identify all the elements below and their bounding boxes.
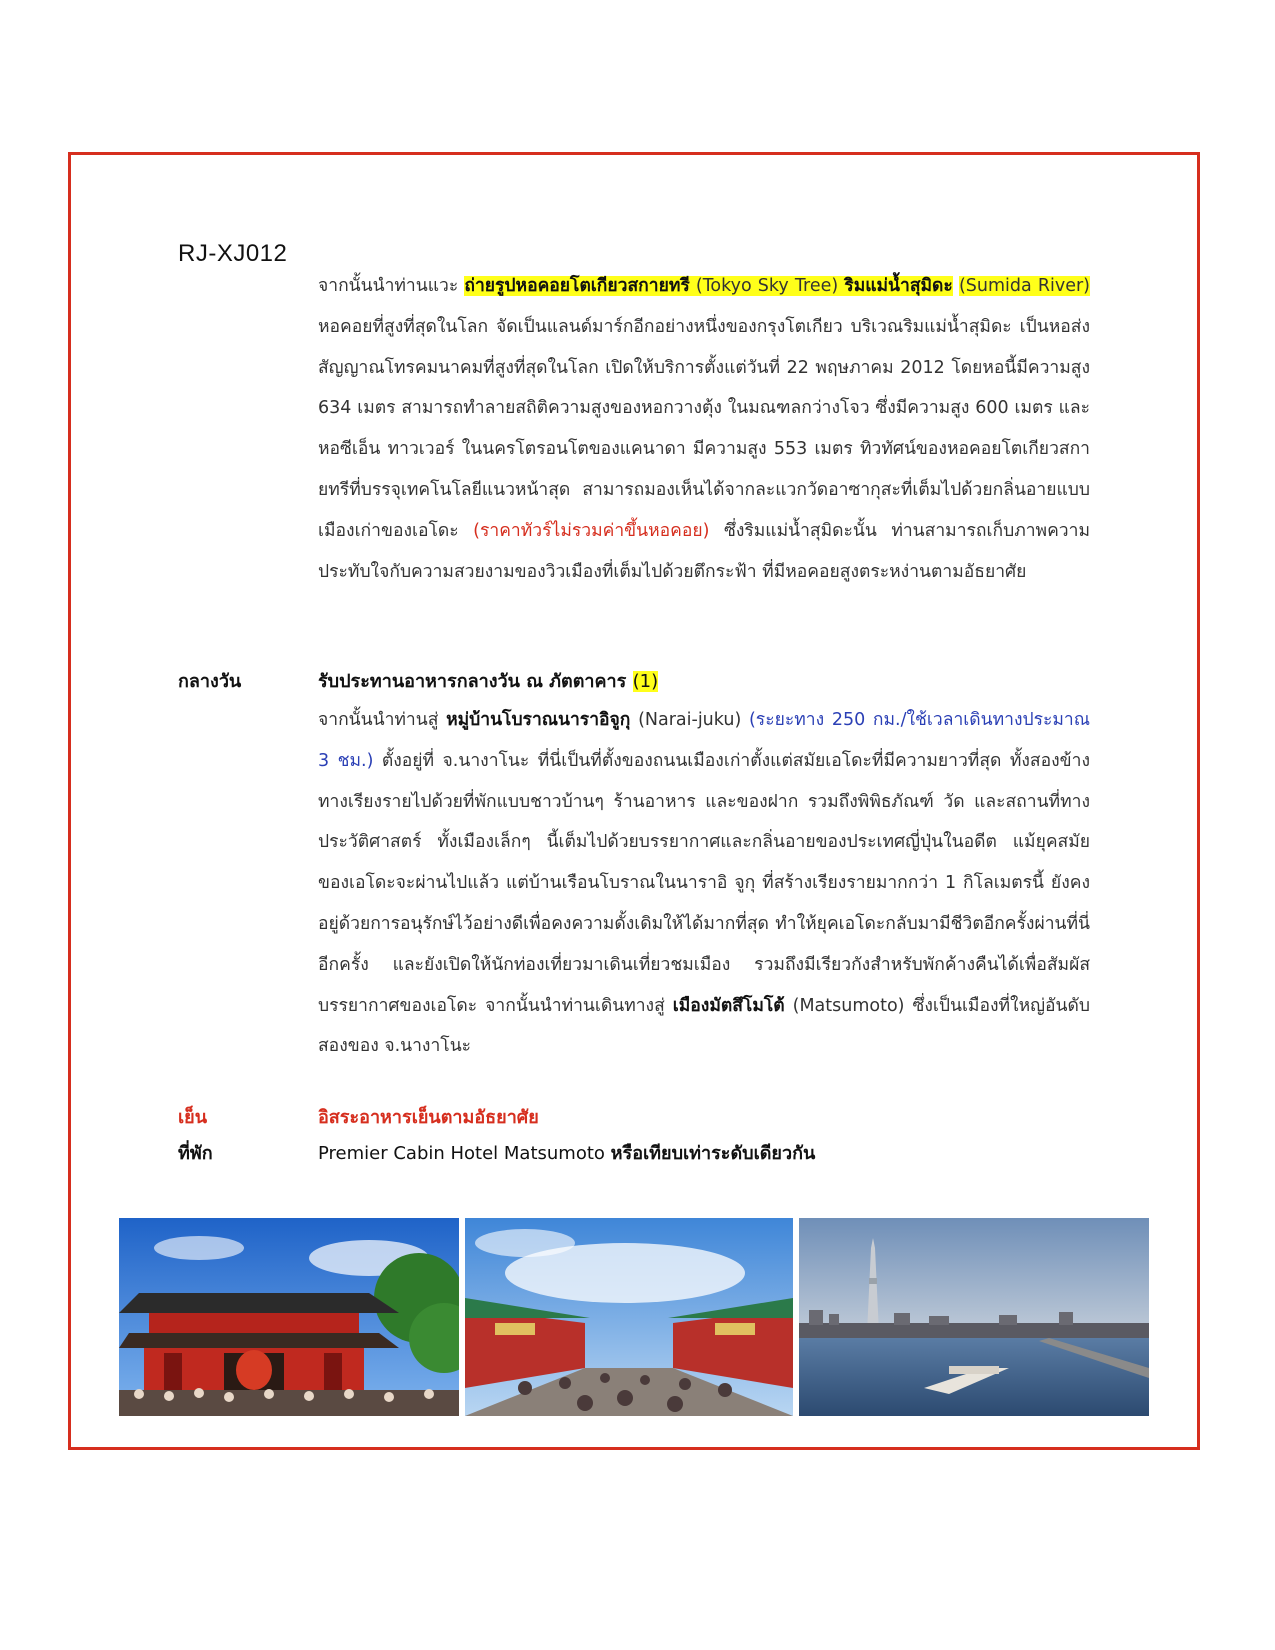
lunch-text: รับประทานอาหารกลางวัน ณ ภัตตาคาร [318, 671, 633, 692]
para1-intro: จากนั้นนำท่านแวะ [318, 276, 465, 296]
meal-badge: (1) [632, 671, 659, 692]
sky-tree-paragraph [318, 266, 1090, 592]
lunch-label: กลางวัน [178, 671, 242, 692]
nakamise-street-photo [465, 1218, 793, 1416]
lunch-line [318, 666, 658, 695]
photo-strip [119, 1218, 1149, 1416]
narai-en: (Narai-juku) [630, 710, 749, 730]
sky-tree-highlight [464, 276, 952, 296]
kaminarimon-gate-photo [119, 1218, 459, 1416]
sky-tree-title-th: ถ่ายรูปหอคอยโตเกียวสกายทรี [464, 276, 690, 296]
dinner-text: อิสระอาหารเย็นตามอัธยาศัย [318, 1107, 539, 1128]
sumida-river-th: ริมแม่น้ำสุมิดะ [844, 276, 953, 296]
sky-tree-river-photo [799, 1218, 1149, 1416]
hotel-label: ที่พัก [178, 1143, 213, 1164]
para1-body: หอคอยที่สูงที่สุดในโลก จัดเป็นแลนด์มาร์กอีกอย่างหนึ่งของกรุงโตเกียว บริเวณริมแม่น้ำสุมิดะ เป็นหอส่งสัญญาณโทรคมนาคมที่สูงที่สุดในโลก เปิดให้บริการตั้งแต่วันที่ 22 พฤษภาคม 2012 โดยหอนี้มีความสูง 634 เมตร สามารถทำลายสถิติความสูงของหอกวางตุ้ง ในมณฑลกว่างโจว ซึ่งมีความสูง 600 เมตร และหอซีเอ็น ทาวเวอร์ ในนครโตรอนโตของแคนาดา มีความสูง 553 เมตร ทิวทัศน์ของหอคอยโตเกียวสกายทรีที่บรรจุเทคโนโลยีแนวหน้าสุด สามารถมองเห็นได้จากละแวกวัดอาซากุสะที่เต็มไปด้วยกลิ่นอายแบบเมืองเก่าของเอโดะ [318, 316, 1090, 541]
travel-distance-note: (ระยะทาง 250 กม./ใช้เวลาเดินทางประมาณ 3 ชม.) [318, 710, 1090, 771]
hotel-name: Premier Cabin Hotel Matsumoto [318, 1143, 611, 1164]
narai-paragraph [318, 700, 1090, 1067]
matsumoto-title: เมืองมัตสึโมโต้ [672, 995, 785, 1016]
hotel-line [318, 1138, 815, 1167]
tour-code: RJ-XJ012 [178, 240, 288, 267]
para2-body: ตั้งอยู่ที่ จ.นางาโนะ ที่นี่เป็นที่ตั้งของถนนเมืองเก่าตั้งแต่สมัยเอโดะที่มีความยาวที่สุด ทั้งสองข้างทางเรียงรายไปด้วยที่พักแบบชาวบ้านๆ ร้านอาหาร และของฝาก รวมถึงพิพิธภัณฑ์ วัด และสถานที่ทางประวัติศาสตร์ ทั้งเมืองเล็กๆ นี้เต็มไปด้วยบรรยากาศและกลิ่นอายของประเทศญี่ปุ่นในอดีต แม้ยุคสมัยของเอโดะจะผ่านไปแล้ว แต่บ้านเรือนโบราณในนาราอิ จูกุ ที่สร้างเรียงรายมากกว่า 1 กิโลเมตรนี้ ยังคงอยู่ด้วยการอนุรักษ์ไว้อย่างดีเพื่อคงความดั้งเดิมให้ได้มากที่สุด ทำให้ยุคเอโดะกลับมามีชีวิตอีกครั้งผ่านที่นี่อีกครั้ง และยังเปิดให้นักท่องเที่ยวมาเดินเที่ยวชมเมือง รวมถึงมีเรียวกังสำหรับพักค้างคืนได้เพื่อสัมผัสบรรยากาศของเอโดะ จากนั้นนำท่านเดินทางสู่ [318, 750, 1091, 1016]
hotel-equivalent: หรือเทียบเท่าระดับเดียวกัน [610, 1143, 816, 1164]
para2-tail: (Matsumoto) ซึ่งเป็นเมืองที่ใหญ่อันดับสองของ จ.นางาโนะ [318, 995, 1090, 1057]
sky-tree-title-en: (Tokyo Sky Tree) [689, 276, 845, 296]
narai-title: หมู่บ้านโบราณนาราอิจูกุ [446, 710, 631, 730]
para1-tail: ซึ่งริมแม่น้ำสุมิดะนั้น ท่านสามารถเก็บภาพความประทับใจกับความสวยงามของวิวเมืองที่เต็มไปด้วยตึกระฟ้า ที่มีหอคอยสูงตระหง่านตามอัธยาศัย [318, 520, 1090, 582]
dinner-label: เย็น [178, 1107, 208, 1128]
price-note: (ราคาทัวร์ไม่รวมค่าขึ้นหอคอย) [473, 520, 710, 541]
para2-intro: จากนั้นนำท่านสู่ [318, 710, 447, 730]
sumida-river-en: (Sumida River) [958, 276, 1090, 296]
